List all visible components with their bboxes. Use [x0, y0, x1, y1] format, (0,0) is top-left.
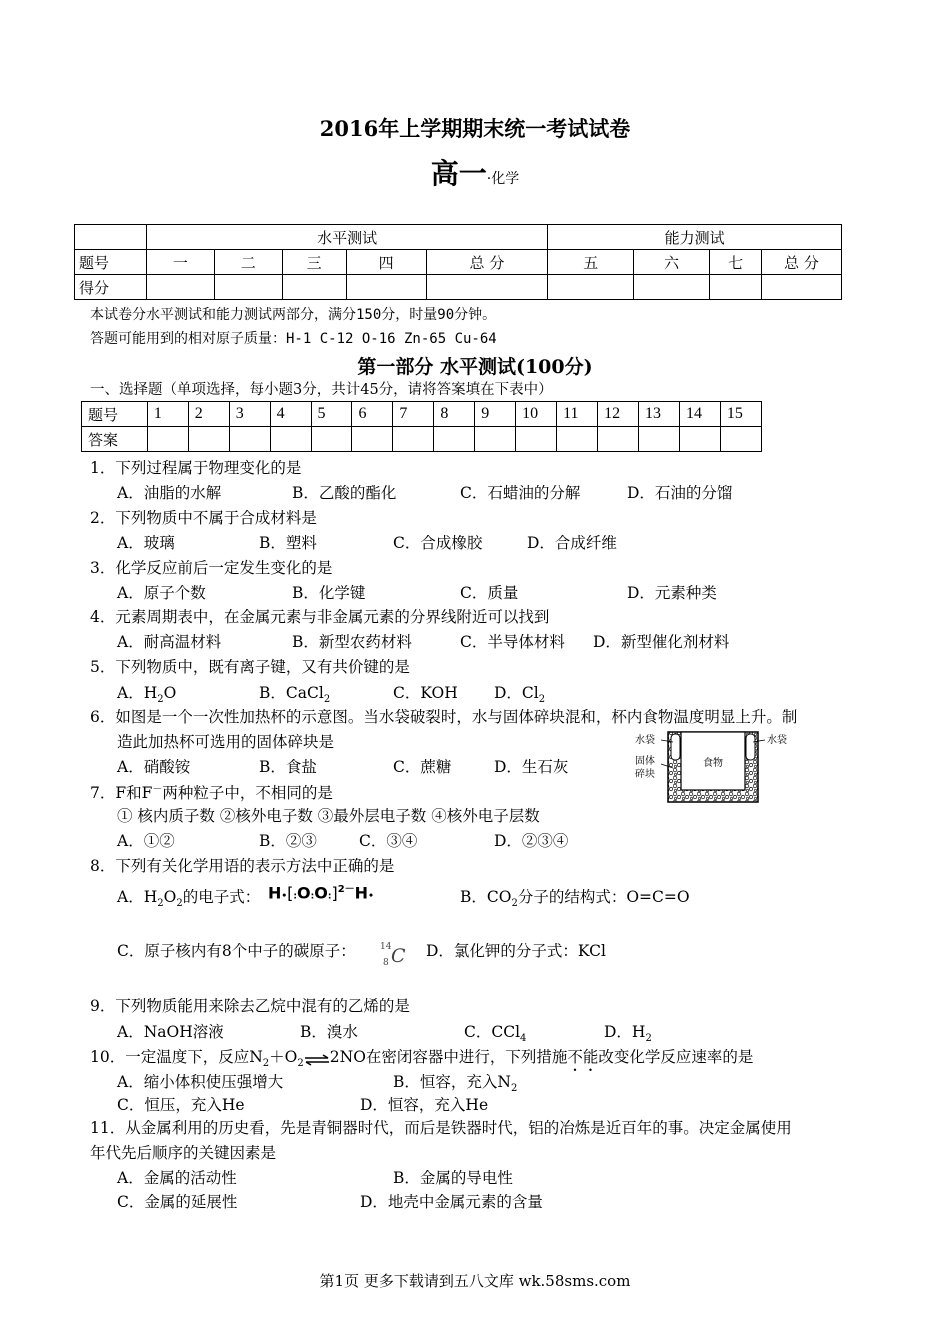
subject-label: ·化学	[486, 171, 520, 187]
q8-option-c: C．原子核内有8个中子的碳原子：	[117, 942, 356, 960]
grade-label: 高一	[430, 157, 487, 190]
page-title: 2016年上学期期末统一考试试卷	[319, 116, 631, 141]
answer-num: 7	[393, 402, 434, 427]
h2o2-electron-formula: H•[:O:O:]$^{2-}$H•	[268, 883, 374, 903]
q11-option-b: B．金属的导电性	[393, 1169, 513, 1187]
q2-option-d: D．合成纤维	[527, 534, 617, 552]
answer-cell[interactable]	[311, 427, 352, 452]
q10-option-a: A．缩小体积使压强增大	[117, 1073, 284, 1091]
answer-num: 2	[188, 402, 229, 427]
q5-option-a: A．$H_2O$	[117, 684, 177, 706]
q1-stem: 1．下列过程属于物理变化的是	[90, 459, 302, 477]
col-header: 六	[634, 250, 710, 275]
heating-cup-figure	[633, 728, 803, 808]
q1-option-c: C．石蜡油的分解	[460, 484, 581, 502]
q9-option-b: B．溴水	[300, 1023, 358, 1041]
answer-cell[interactable]	[352, 427, 393, 452]
q1-option-b: B．乙酸的酯化	[292, 484, 397, 502]
q6-option-c: C．蔗糖	[393, 758, 452, 776]
q3-option-a: A．原子个数	[117, 584, 206, 602]
answer-num: 3	[229, 402, 270, 427]
answer-num: 10	[516, 402, 557, 427]
label-water-left: 水袋	[635, 735, 655, 746]
q7-option-d: D．②③④	[494, 832, 569, 850]
page-footer: 第1页 更多下载请到五八文库 wk.58sms.com	[319, 1272, 631, 1290]
q7-option-c: C．③④	[359, 832, 418, 850]
answer-cell[interactable]	[188, 427, 229, 452]
row-label-num: 题号	[75, 250, 147, 275]
col-header: 总 分	[762, 250, 842, 275]
answer-table	[81, 401, 762, 452]
q4-stem: 4．元素周期表中，在金属元素与非金属元素的分界线附近可以找到	[90, 608, 550, 626]
section1-heading: 一、选择题（单项选择，每小题3分，共计45分，请将答案填在下表中）	[90, 382, 553, 398]
q7-items: ① 核内质子数 ②核外电子数 ③最外层电子数 ④核外电子层数	[117, 807, 540, 825]
score-cell[interactable]	[214, 275, 282, 300]
answer-num: 5	[311, 402, 352, 427]
q7-option-b: B．②③	[259, 832, 317, 850]
q9-stem: 9．下列物质能用来除去乙烷中混有的乙烯的是	[90, 997, 410, 1015]
answer-num: 6	[352, 402, 393, 427]
answer-num: 1	[147, 402, 188, 427]
q10-stem: 10．一定温度下，反应$N_2+O_2$ 2NO在密闭容器中进行，下列措施不能改变化学反应速率的是	[90, 1048, 754, 1070]
q9-option-c: C．CCl$_4$	[464, 1023, 527, 1045]
score-cell[interactable]	[146, 275, 214, 300]
score-cell[interactable]	[634, 275, 710, 300]
col-header: 一	[146, 250, 214, 275]
label-solid-2: 碎块	[635, 769, 655, 780]
answer-cell[interactable]	[516, 427, 557, 452]
q4-option-a: A．耐高温材料	[117, 633, 222, 651]
answer-num: 12	[598, 402, 639, 427]
answer-num: 8	[434, 402, 475, 427]
answer-cell[interactable]	[393, 427, 434, 452]
answer-cell[interactable]	[720, 427, 761, 452]
answer-num: 15	[720, 402, 761, 427]
page-subtitle	[0, 152, 950, 192]
q2-option-a: A．玻璃	[117, 534, 175, 552]
q11-option-d: D．地壳中金属元素的含量	[360, 1193, 543, 1211]
q11-stem-line1: 11．从金属利用的历史看，先是青铜器时代，而后是铁器时代，铝的冶炼是近百年的事。决定金属使用	[90, 1119, 792, 1137]
score-cell[interactable]	[762, 275, 842, 300]
q4-option-b: B．新型农药材料	[292, 633, 412, 651]
q2-option-c: C．合成橡胶	[393, 534, 483, 552]
answer-num-label: 题号	[82, 402, 148, 427]
part1-title: 第一部分 水平测试(100分)	[357, 356, 593, 378]
q2-option-b: B．塑料	[259, 534, 317, 552]
score-cell[interactable]	[282, 275, 346, 300]
answer-num: 9	[475, 402, 516, 427]
col-header: 七	[710, 250, 762, 275]
answer-cell[interactable]	[557, 427, 598, 452]
q6-option-b: B．食盐	[259, 758, 317, 776]
reversible-arrow-icon	[304, 1052, 330, 1064]
group-level: 水平测试	[146, 225, 547, 250]
label-solid-1: 固体	[635, 756, 655, 767]
q3-option-c: C．质量	[460, 584, 519, 602]
q6-option-d: D．生石灰	[494, 758, 569, 776]
answer-num: 11	[557, 402, 598, 427]
q7-option-a: A．①②	[117, 832, 175, 850]
answer-cell[interactable]	[598, 427, 639, 452]
intro-line-1: 本试卷分水平测试和能力测试两部分，满分150分，时量90分钟。	[90, 307, 497, 323]
score-table-corner	[75, 225, 147, 250]
answer-cell[interactable]	[475, 427, 516, 452]
q5-option-d: D．$Cl_2$	[494, 684, 546, 706]
score-cell[interactable]	[548, 275, 634, 300]
col-header: 四	[346, 250, 426, 275]
q5-option-b: B．CaCl$_2$	[259, 684, 331, 706]
score-table	[74, 224, 842, 300]
q11-stem-line2: 年代先后顺序的关键因素是	[90, 1144, 277, 1162]
score-cell[interactable]	[710, 275, 762, 300]
group-ability: 能力测试	[548, 225, 842, 250]
q6-option-a: A．硝酸铵	[117, 758, 191, 776]
intro-line-2: 答题可能用到的相对原子质量：H-1 C-12 O-16 Zn-65 Cu-64	[90, 331, 497, 347]
col-header: 五	[548, 250, 634, 275]
row-label-score: 得分	[75, 275, 147, 300]
q8-stem: 8．下列有关化学用语的表示方法中正确的是	[90, 857, 395, 875]
label-water-right: 水袋	[767, 735, 787, 746]
q1-option-a: A．油脂的水解	[117, 484, 222, 502]
q6-stem-line2: 造此加热杯可选用的固体碎块是	[117, 733, 335, 751]
label-food: 食物	[703, 758, 723, 769]
q8-option-a: A．$H_2O_2$的电子式：	[117, 888, 261, 910]
q4-option-d: D．新型催化剂材料	[593, 633, 730, 651]
answer-cell[interactable]	[639, 427, 680, 452]
q11-option-a: A．金属的活动性	[117, 1169, 237, 1187]
q3-option-b: B．化学键	[292, 584, 366, 602]
col-header: 二	[214, 250, 282, 275]
q5-option-c: C．KOH	[393, 684, 458, 702]
answer-cell[interactable]	[434, 427, 475, 452]
answer-cell[interactable]	[679, 427, 720, 452]
answer-ans-label: 答案	[82, 427, 148, 452]
water-bag-right	[746, 734, 755, 760]
q3-stem: 3．化学反应前后一定发生变化的是	[90, 559, 333, 577]
score-cell[interactable]	[426, 275, 548, 300]
q4-option-c: C．半导体材料	[460, 633, 565, 651]
q8-option-b: B．$CO_2$分子的结构式：O=C=O	[460, 888, 690, 910]
col-header: 三	[282, 250, 346, 275]
q11-option-c: C．金属的延展性	[117, 1193, 238, 1211]
answer-cell[interactable]	[147, 427, 188, 452]
q10-option-c: C．恒压，充入He	[117, 1096, 245, 1114]
answer-num: 14	[679, 402, 720, 427]
answer-cell[interactable]	[229, 427, 270, 452]
q9-option-d: D．$H_2$	[604, 1023, 652, 1045]
q8-option-d: D．氯化钾的分子式：KCl	[426, 942, 606, 960]
q10-option-d: D．恒容，充入He	[360, 1096, 489, 1114]
answer-num: 13	[639, 402, 680, 427]
q10-option-b: B．恒容，充入$N_2$	[393, 1073, 518, 1095]
q1-option-d: D．石油的分馏	[627, 484, 733, 502]
q7-stem: 7．F和F－两种粒子中，不相同的是	[90, 784, 333, 803]
q3-option-d: D．元素种类	[627, 584, 717, 602]
score-cell[interactable]	[346, 275, 426, 300]
answer-num: 4	[270, 402, 311, 427]
carbon-isotope-symbol: 14 8 C	[380, 942, 406, 968]
q5-stem: 5．下列物质中，既有离子键，又有共价键的是	[90, 658, 410, 676]
q2-stem: 2．下列物质中不属于合成材料是	[90, 509, 317, 527]
q9-option-a: A．NaOH溶液	[117, 1023, 224, 1041]
water-bag-left	[671, 734, 680, 760]
answer-cell[interactable]	[270, 427, 311, 452]
col-header: 总 分	[426, 250, 548, 275]
q6-stem-line1: 6．如图是一个一次性加热杯的示意图。当水袋破裂时，水与固体碎块混和，杯内食物温度明显上升。制	[90, 708, 798, 726]
